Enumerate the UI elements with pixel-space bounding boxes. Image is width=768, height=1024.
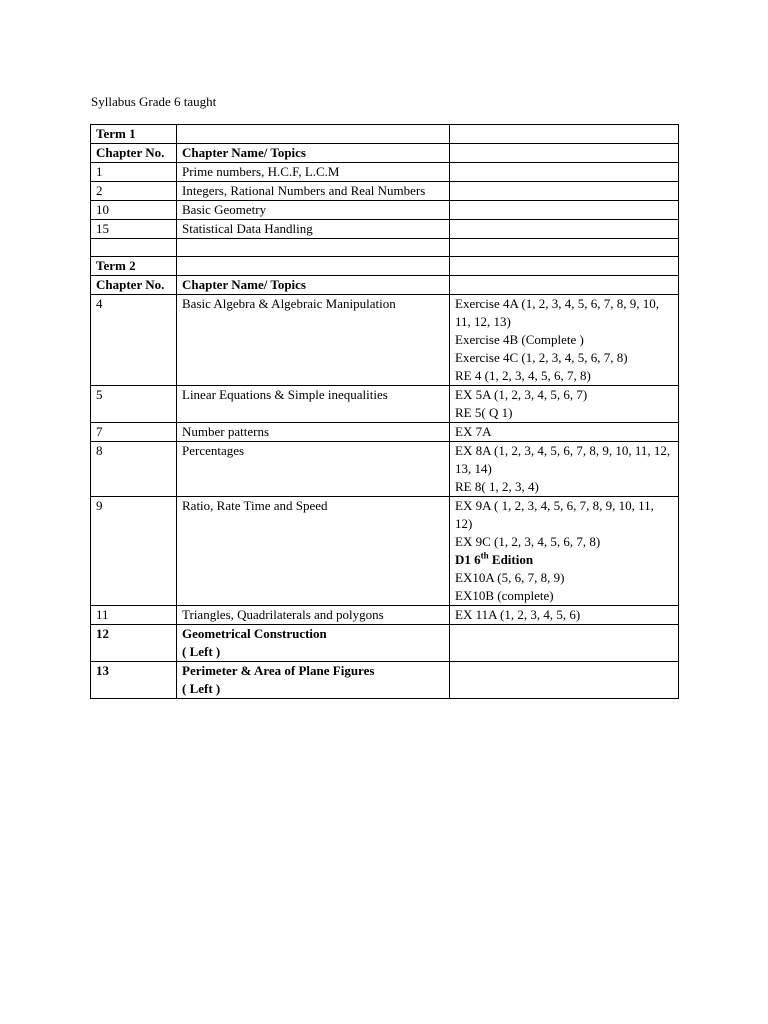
chapter-topic: Statistical Data Handling: [177, 220, 450, 239]
chapter-no: 10: [91, 201, 177, 220]
chapter-no-header: Chapter No.: [91, 144, 177, 163]
empty-cell: [450, 144, 679, 163]
chapter-topic: Basic Geometry: [177, 201, 450, 220]
chapter-no: 7: [91, 423, 177, 442]
chapter-topic: Number patterns: [177, 423, 450, 442]
empty-cell: [177, 257, 450, 276]
empty-cell: [450, 163, 679, 182]
exercise-line: RE 5( Q 1): [455, 405, 513, 420]
chapter-no-header: Chapter No.: [91, 276, 177, 295]
exercise-line: EX 5A (1, 2, 3, 4, 5, 6, 7): [455, 387, 588, 402]
syllabus-table: [90, 124, 679, 699]
empty-cell: [450, 182, 679, 201]
empty-cell: [450, 257, 679, 276]
chapter-no: 1: [91, 163, 177, 182]
table-row: [91, 625, 679, 662]
exercises-cell: [450, 423, 679, 442]
term-2-header-row: [91, 276, 679, 295]
empty-cell: [177, 125, 450, 144]
table-row: [91, 606, 679, 625]
chapter-topic: Basic Algebra & Algebraic Manipulation: [177, 295, 450, 386]
chapter-status-note: ( Left ): [182, 644, 221, 659]
chapter-no: 4: [91, 295, 177, 386]
edition-superscript: th: [480, 550, 489, 561]
table-row: [91, 662, 679, 699]
chapter-no: 11: [91, 606, 177, 625]
exercise-line: EX 9A ( 1, 2, 3, 4, 5, 6, 7, 8, 9, 10, 11, 12): [455, 498, 654, 531]
edition-prefix: D1 6: [455, 552, 481, 567]
chapter-no: 12: [91, 625, 177, 662]
chapter-no: 2: [91, 182, 177, 201]
table-row: [91, 423, 679, 442]
chapter-no: 5: [91, 386, 177, 423]
table-row: [91, 386, 679, 423]
empty-cell: [450, 662, 679, 699]
blank-row: [91, 239, 679, 257]
edition-suffix: Edition: [488, 552, 534, 567]
chapter-topic: Geometrical Construction: [182, 626, 327, 641]
chapter-topic: Perimeter & Area of Plane Figures: [182, 663, 375, 678]
page-title: Syllabus Grade 6 taught: [91, 94, 217, 109]
table-row: [91, 442, 679, 497]
chapter-no: 13: [91, 662, 177, 699]
chapter-name-header: Chapter Name/ Topics: [177, 276, 450, 295]
table-row: [91, 201, 679, 220]
exercise-line: EX 8A (1, 2, 3, 4, 5, 6, 7, 8, 9, 10, 11, 12, 13, 14): [455, 443, 671, 476]
chapter-no: 15: [91, 220, 177, 239]
empty-cell: [450, 276, 679, 295]
chapter-topic: Percentages: [177, 442, 450, 497]
exercises-cell: [450, 442, 679, 497]
term-2-label: Term 2: [91, 257, 177, 276]
exercise-line: EX 11A (1, 2, 3, 4, 5, 6): [455, 607, 581, 622]
chapter-name-header: Chapter Name/ Topics: [177, 144, 450, 163]
term-1-header-row: [91, 144, 679, 163]
table-row: [91, 220, 679, 239]
empty-cell: [450, 239, 679, 257]
empty-cell: [91, 239, 177, 257]
empty-cell: [450, 125, 679, 144]
empty-cell: [450, 201, 679, 220]
chapter-status-note: ( Left ): [182, 681, 221, 696]
exercise-line: EX 7A: [455, 424, 492, 439]
empty-cell: [177, 239, 450, 257]
chapter-topic: Triangles, Quadrilaterals and polygons: [177, 606, 450, 625]
chapter-topic: Prime numbers, H.C.F, L.C.M: [177, 163, 450, 182]
chapter-topic: Integers, Rational Numbers and Real Numbers: [177, 182, 450, 201]
exercise-line: Exercise 4C (1, 2, 3, 4, 5, 6, 7, 8): [455, 350, 628, 365]
chapter-topic-cell: [177, 625, 450, 662]
table-row: [91, 163, 679, 182]
exercise-line: Exercise 4A (1, 2, 3, 4, 5, 6, 7, 8, 9, 10, 11, 12, 13): [455, 296, 660, 329]
exercises-cell: [450, 606, 679, 625]
term-1-row: [91, 125, 679, 144]
chapter-topic: Linear Equations & Simple inequalities: [177, 386, 450, 423]
term-2-row: [91, 257, 679, 276]
empty-cell: [450, 220, 679, 239]
exercise-line: EX 9C (1, 2, 3, 4, 5, 6, 7, 8): [455, 534, 601, 549]
exercises-cell: [450, 386, 679, 423]
chapter-no: 8: [91, 442, 177, 497]
table-row: [91, 497, 679, 606]
exercise-line: RE 8( 1, 2, 3, 4): [455, 479, 539, 494]
chapter-topic: Ratio, Rate Time and Speed: [177, 497, 450, 606]
term-1-label: Term 1: [91, 125, 177, 144]
chapter-topic-cell: [177, 662, 450, 699]
table-row: [91, 295, 679, 386]
exercise-line: EX10A (5, 6, 7, 8, 9): [455, 570, 565, 585]
exercises-cell: [450, 497, 679, 606]
chapter-no: 9: [91, 497, 177, 606]
exercise-line: Exercise 4B (Complete ): [455, 332, 584, 347]
empty-cell: [450, 625, 679, 662]
exercise-line: RE 4 (1, 2, 3, 4, 5, 6, 7, 8): [455, 368, 591, 383]
exercises-cell: [450, 295, 679, 386]
exercise-line: EX10B (complete): [455, 588, 554, 603]
edition-line: [455, 551, 673, 569]
table-row: [91, 182, 679, 201]
